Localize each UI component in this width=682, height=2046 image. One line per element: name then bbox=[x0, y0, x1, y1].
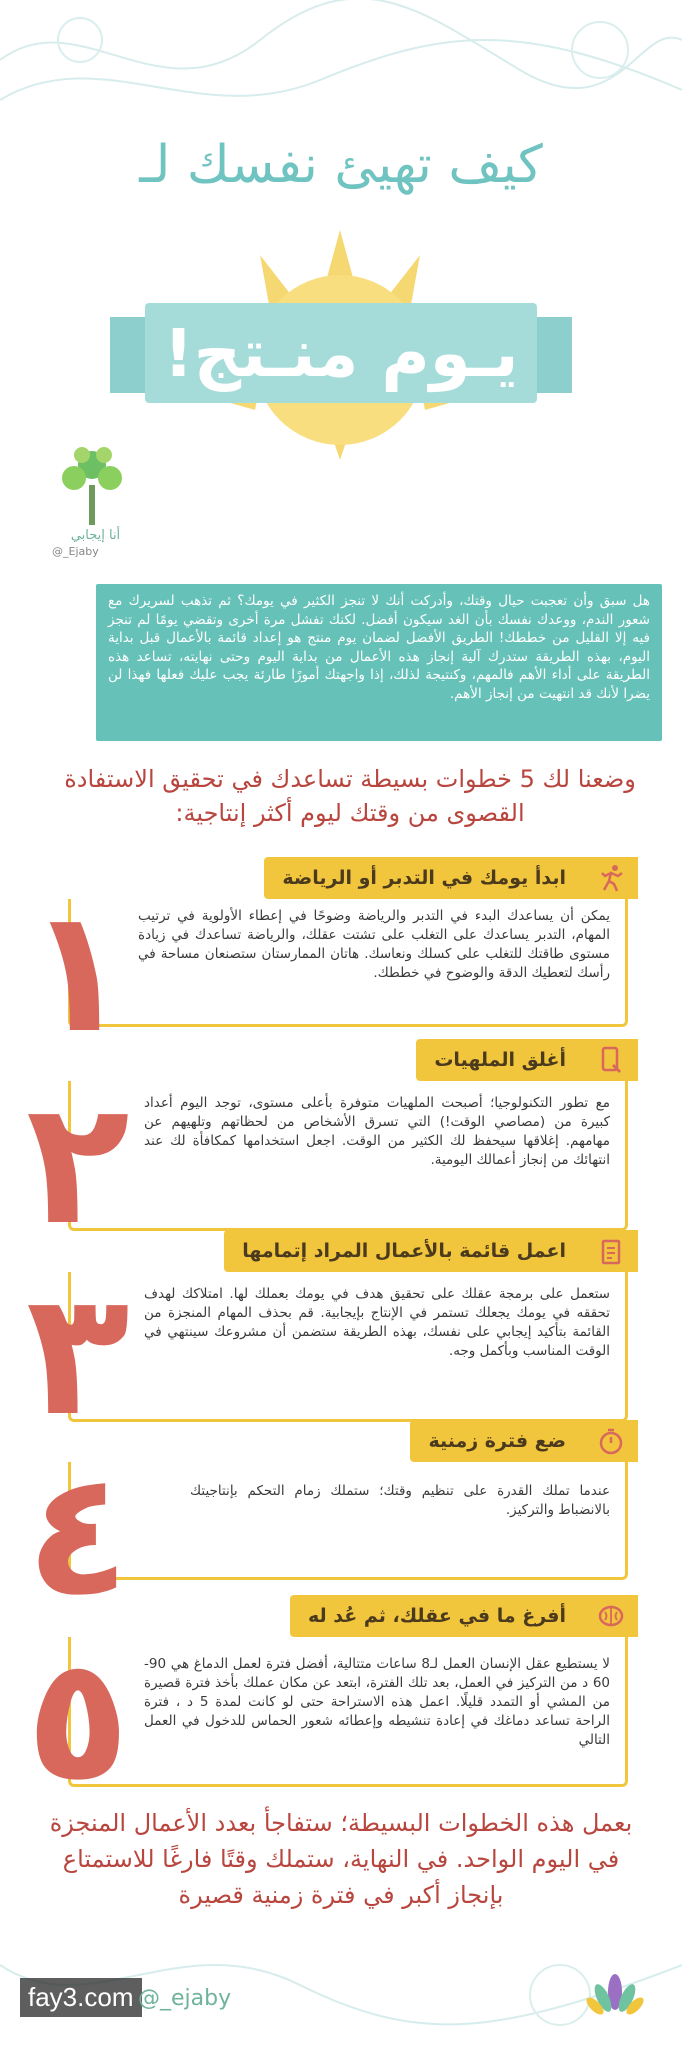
step-4-number: ٤ bbox=[26, 1436, 130, 1634]
stopwatch-icon bbox=[590, 1420, 632, 1462]
step-3-text: ستعمل على برمجة عقلك على تحقيق هدف في يومك بعملك لها. امتلاكك لهدف تحققه في يومك يجعلك تستمر في الإنتاج بإيجابية. قم بحذف المهام المنجزة من القائمة بتأكيد إيجابي على نفسك، بهذه الطريقة ستضمن أن مشروعك سينتهي في الوقت المناسب وبأكمل وجه. bbox=[144, 1286, 610, 1359]
step-5-text: لا يستطيع عقل الإنسان العمل لـ8 ساعات متتالية، أفضل فترة لعمل الدماغ هي 90-60 د من التركيز في العمل، بعد تلك الفترة، ابتعد عن مكان عملك بأخذ فترة قصيرة من المشي أو التمدد قليلًا. اعمل هذه الاستراحة حتى لو كانت لمدة 5 د ، فترة الراحة تساعد دماغك في إعادة تنشيطه وإعطائه شعور الحماس للدخول في العمل التالي bbox=[144, 1656, 610, 1748]
step-4-heading: ضع فترة زمنية bbox=[410, 1420, 638, 1462]
step-3-number: ٣ bbox=[26, 1256, 130, 1454]
step-5-number: ٥ bbox=[26, 1621, 130, 1819]
clipboard-icon bbox=[590, 1230, 632, 1272]
phone-icon bbox=[590, 1039, 632, 1081]
page-title: كيف تهيئ نفسك لـ bbox=[139, 135, 543, 195]
runner-icon bbox=[590, 857, 632, 899]
step-2-heading: أغلق الملهيات bbox=[416, 1039, 638, 1081]
step-2-number: ٢ bbox=[26, 1065, 130, 1263]
site-watermark: fay3.com bbox=[20, 1978, 142, 2017]
tree-logo-icon bbox=[52, 440, 132, 530]
title-banner bbox=[145, 303, 537, 403]
lotus-logo-icon bbox=[585, 1970, 645, 2020]
logo-name: أنا إيجابي bbox=[70, 528, 121, 543]
intro-box: هل سبق وأن تعجبت حيال وقتك، وأدركت أنك لا تنجز الكثير في يومك؟ ثم تذهب لسريرك مع شعور الندم، ووعدك نفسك بأن الغد سيكون أفضل. لكنك تفشل مرة أخرى وتقضي يومًا لم تنجز فيه إلا القليل من خططك! الطريق الأفضل لضمان يوم منتج هو إعداد قائمة بالأعمال قبل بداية اليوم، بهذه الطريقة ستدرك آلية إنجاز هذه الأعمال من بداية اليوم وحتى نهايته، تساعد هذه الطريقة على أداء الأهم فالمهم، وكنتيجة لذلك، إذا واجهتك أمورًا طارئة يجب عليك فعلها فهذا لن يضرا لأنك قد انتهيت من إنجاز الأهم. bbox=[96, 584, 662, 741]
step-1-number: ١ bbox=[26, 873, 130, 1071]
brain-icon bbox=[590, 1595, 632, 1637]
lead-text: وضعنا لك 5 خطوات بسيطة تساعدك في تحقيق الاستفادة القصوى من وقتك ليوم أكثر إنتاجية: bbox=[64, 765, 636, 827]
step-4-text: عندما تملك القدرة على تنظيم وقتك؛ ستملك زمام التحكم بإنتاجيتك بالانضباط والتركيز. bbox=[190, 1483, 610, 1518]
step-1-text: يمكن أن يساعدك البدء في التدبر والرياضة وضوحًا في إعطاء الأولوية في ترتيب المهام، التدبر يساعدك على التغلب على تشتت عقلك، والرياضة تساعدك في زيادة مستوى طاقتك للتغلب على كسلك ونعاسك. هاتان الممارستان ستصنعان مساحة في رأسك لتعطيك الدقة والوضوح في خططك. bbox=[138, 908, 610, 981]
footer-handle: @_ejaby bbox=[138, 1986, 232, 2011]
step-1-heading: ابدأ يومك في التدبر أو الرياضة bbox=[264, 857, 638, 899]
logo-handle: @_Ejaby bbox=[52, 545, 99, 558]
step-5-heading: أفرغ ما في عقلك، ثم عُد له bbox=[290, 1595, 638, 1637]
banner-text: يـوم منـتج! bbox=[163, 314, 519, 392]
top-swirl-decoration bbox=[0, 0, 682, 130]
step-4-box bbox=[68, 1462, 628, 1580]
step-2-text: مع تطور التكنولوجيا؛ أصبحت الملهيات متوفرة بأعلى مستوى، توجد اليوم أعداد كبيرة من (مصاصي الوقت!) التي تسرق الأشخاص من لحظاتهم وتلهيهم عن مهامهم. إغلاقها سيحفظ لك الكثير من الوقت. اجعل استخدامها كمكافأة لك عند انتهائك من إنجاز أعمالك اليومية. bbox=[144, 1095, 610, 1168]
outro-text: بعمل هذه الخطوات البسيطة؛ ستفاجأ بعدد الأعمال المنجزة في اليوم الواحد. في النهاية، ستملك وقتًا فارغًا للاستمتاع بإنجاز أكبر في فترة زمنية قصيرة bbox=[49, 1809, 633, 1909]
step-3-heading: اعمل قائمة بالأعمال المراد إتمامها bbox=[224, 1230, 638, 1272]
